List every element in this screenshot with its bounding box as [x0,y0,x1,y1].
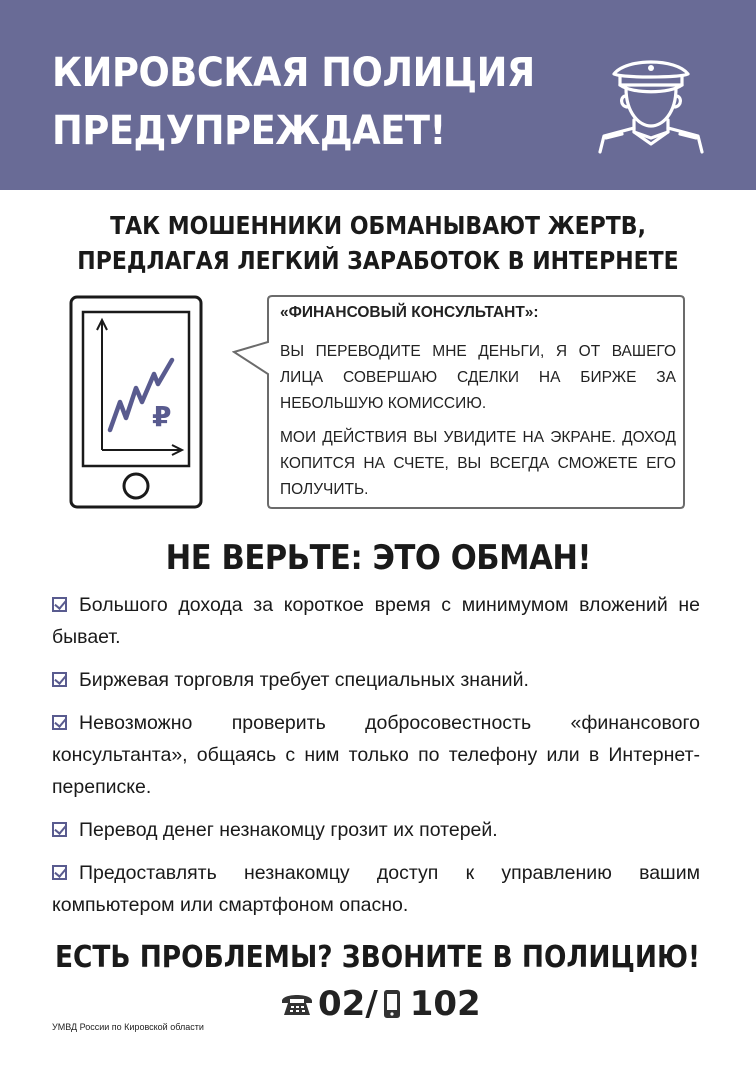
checkbox-checked-icon [52,865,67,880]
headline-line1: ТАК МОШЕННИКИ ОБМАНЫВАЮТ ЖЕРТВ, [110,211,646,240]
list-item-text: Невозможно проверить добросовестность «финансового консультанта», общаясь с ним только по телефону или в Интернет-переписке. [52,712,700,798]
call-to-action [0,938,756,978]
speech-bubble-text [280,303,676,511]
checkbox-checked-icon [52,672,67,687]
mobile-phone-icon [382,989,402,1019]
checkbox-checked-icon [52,822,67,837]
consultant-paragraph-1: ВЫ ПЕРЕВОДИТЕ МНЕ ДЕНЬГИ, Я ОТ ВАШЕГО ЛИЦА СОВЕРШАЮ СДЕЛКИ НА БИРЖЕ ЗА НЕБОЛЬШУЮ КОМИССИЮ. [280,343,676,412]
list-item-text: Перевод денег незнакомцу грозит их потерей. [79,819,498,841]
landline-number: 02/ [318,984,378,1024]
warning-title [0,536,756,580]
consultant-heading: «ФИНАНСОВЫЙ КОНСУЛЬТАНТ»: [280,304,539,321]
list-item-text: Предоставлять незнакомцу доступ к управлению вашим компьютером или смартфоном опасно. [52,862,700,916]
checkbox-checked-icon [52,597,67,612]
banner-title [52,44,549,160]
banner-title-line1: КИРОВСКАЯ ПОЛИЦИЯ [52,50,535,96]
banner-title-line2: ПРЕДУПРЕЖДАЕТ! [52,108,446,154]
police-officer-icon [596,52,706,154]
list-item [52,707,700,803]
phone-numbers [280,982,481,1026]
list-item [52,814,700,846]
consultant-paragraph-2: МОИ ДЕЙСТВИЯ ВЫ УВИДИТЕ НА ЭКРАНЕ. ДОХОД КОПИТСЯ НА СЧЕТЕ, ВЫ ВСЕГДА СМОЖЕТЕ ЕГО ПОЛУЧИТЬ. [280,429,676,498]
footer-organization: УМВД России по Кировской области [52,1022,204,1032]
checkbox-checked-icon [52,715,67,730]
list-item [52,589,700,653]
list-item-text: Большого дохода за короткое время с минимумом вложений не бывает. [52,594,700,648]
ruble-symbol: ₽ [152,400,172,433]
warning-title-text: НЕ ВЕРЬТЕ: ЭТО ОБМАН! [165,538,591,578]
list-item-text: Биржевая торговля требует специальных знаний. [79,669,529,691]
smartphone-chart-icon [68,294,204,510]
list-item [52,857,700,921]
headline [0,208,756,278]
checklist [52,589,700,932]
header-banner [0,0,756,190]
call-to-action-text: ЕСТЬ ПРОБЛЕМЫ? ЗВОНИТЕ В ПОЛИЦИЮ! [55,940,701,975]
list-item [52,664,700,696]
telephone-icon [280,991,314,1017]
mobile-number: 102 [409,984,481,1024]
headline-line2: ПРЕДЛАГАЯ ЛЕГКИЙ ЗАРАБОТОК В ИНТЕРНЕТЕ [77,246,679,275]
